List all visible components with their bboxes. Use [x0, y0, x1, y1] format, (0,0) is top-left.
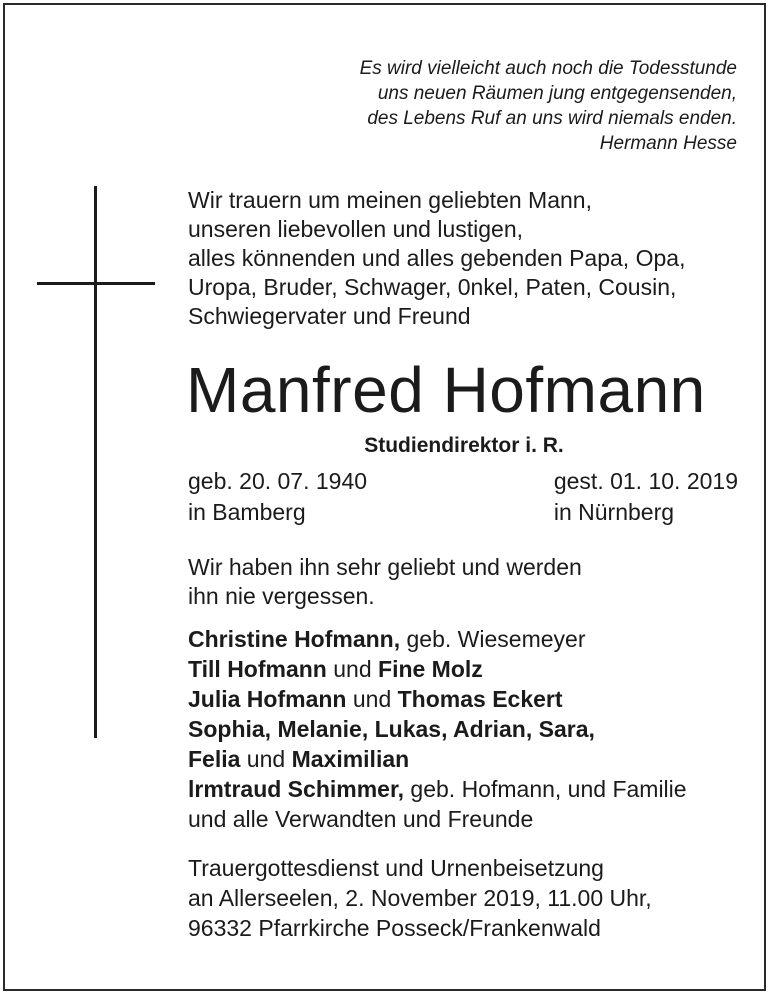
mourner-line: und alle Verwandten und Freunde [188, 806, 534, 832]
mourner-name: Thomas Eckert [397, 686, 563, 712]
message-line: ihn nie vergessen. [188, 583, 375, 609]
intro-line: Uropa, Bruder, Schwager, 0nkel, Paten, Cousin, [188, 274, 677, 300]
mourner-line [188, 624, 740, 654]
death-date: gest. 01. 10. 2019 [553, 468, 738, 494]
mourner-name: Fine Molz [378, 656, 483, 682]
intro-line: Wir trauern um meinen geliebten Mann, [188, 187, 592, 213]
conjunction: und [240, 746, 292, 772]
mourner-name: lrmtraud Schimmer, [188, 776, 405, 802]
death-place: in Nürnberg [553, 499, 675, 525]
mourners-list [188, 624, 740, 834]
service-line: Trauergottesdienst und Urnenbeisetzung [188, 855, 604, 881]
mourner-line [188, 714, 740, 744]
quote-author: Hermann Hesse [599, 133, 737, 154]
cross-horizontal-bar [37, 282, 155, 285]
mourner-line [188, 744, 740, 774]
deceased-title: Studiendirektor i. R. [364, 434, 564, 457]
conjunction: und [326, 656, 379, 682]
mourner-line [188, 774, 740, 804]
remembrance-message [188, 553, 740, 611]
mourner-name: Maximilian [291, 746, 410, 772]
quote-line: des Lebens Ruf an uns wird niemals enden. [367, 108, 737, 129]
mourner-note: geb. Wiesemeyer [400, 626, 586, 652]
intro-line: unseren liebevollen und lustigen, [188, 216, 524, 242]
mourner-name: Julia Hofmann [188, 686, 347, 712]
service-line: an Allerseelen, 2. November 2019, 11.00 Uhr, [188, 885, 652, 911]
deceased-name: Manfred Hofmann [186, 354, 706, 426]
message-line: Wir haben ihn sehr geliebt und werden [188, 554, 582, 580]
cross-vertical-bar [94, 186, 97, 738]
mourner-line [188, 654, 740, 684]
birth-date: geb. 20. 07. 1940 [188, 468, 368, 494]
birth-info [188, 466, 367, 528]
hesse-quote [360, 56, 737, 156]
mourner-note: geb. Hofmann, und Familie [404, 776, 687, 802]
mourner-name: Felia [188, 746, 241, 772]
service-line: 96332 Pfarrkirche Posseck/Frankenwald [188, 915, 601, 941]
death-info [554, 466, 738, 528]
mourning-intro [188, 186, 740, 331]
mourner-name: Christine Hofmann, [188, 626, 401, 652]
quote-line: Es wird vielleicht auch noch die Todesstunde [359, 58, 737, 79]
birth-place: in Bamberg [188, 499, 306, 525]
funeral-service-info [188, 853, 740, 943]
quote-line: uns neuen Räumen jung entgegensenden, [377, 83, 737, 104]
mourner-line [188, 684, 740, 714]
conjunction: und [346, 686, 398, 712]
intro-line: alles könnenden und alles gebenden Papa, Opa, [188, 245, 686, 271]
mourner-names: Sophia, Melanie, Lukas, Adrian, Sara, [188, 716, 595, 742]
mourner-name: Till Hofmann [188, 656, 327, 682]
intro-line: Schwiegervater und Freund [188, 303, 471, 329]
